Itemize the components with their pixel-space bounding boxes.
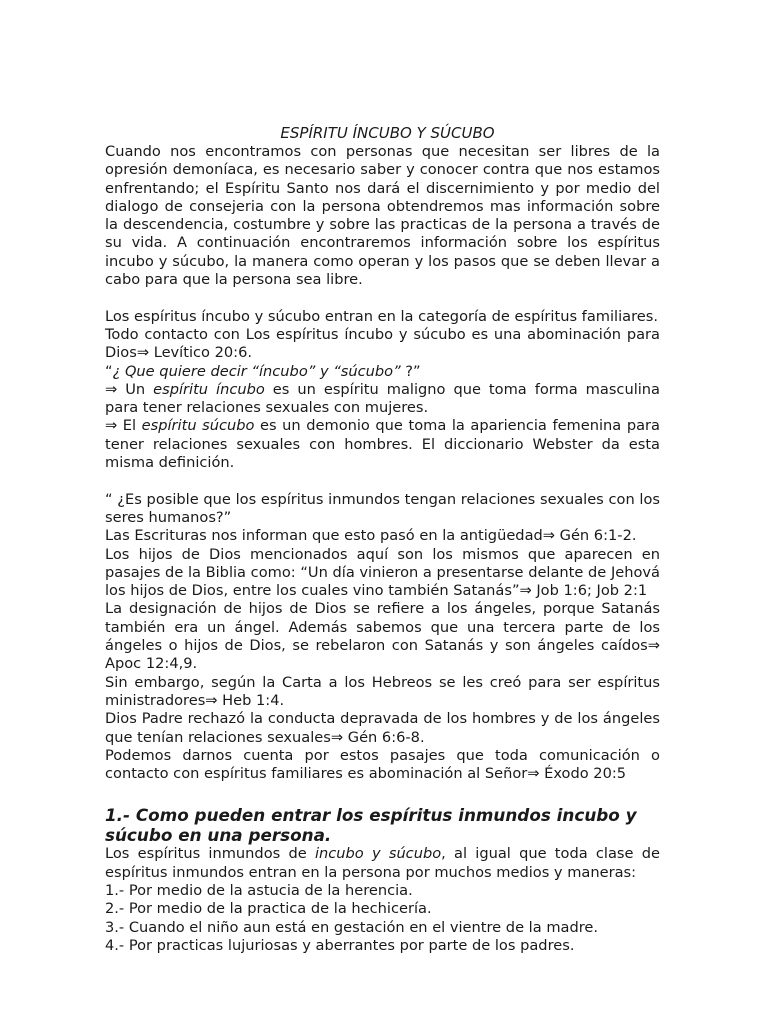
list-item: 4.- Por practicas lujuriosas y aberrantes por parte de los padres. (105, 936, 575, 954)
paragraph-contacto: Todo contacto con Los espíritus íncubo y súcubo es una abominación para Dios⇒ Levítico 20:6. (105, 325, 660, 362)
list-item: 3.- Cuando el niño aun está en gestación en el vientre de la madre. (105, 918, 599, 936)
intro-paragraph: Cuando nos encontramos con personas que necesitan ser libres de la opresión demoníaca, es necesario saber y conocer contra que nos estamos enfrentando; el Espíritu Santo nos dará el discernimiento y por medio del dialogo de consejeria con la persona obtendremos mas información sobre la descendencia, costumbre y sobre las practicas de la persona a través de su vida. A continuación encontraremos información sobre los espíritus incubo y súcubo, la manera como operan y los pasos que se deben llevar a cabo para que la persona sea libre. (105, 143, 660, 289)
paragraph-podemos: Podemos darnos cuenta por estos pasajes que toda comunicación o contacto con espíritus familiares es abominación al Señor⇒ Éxodo 20:5 (105, 746, 660, 783)
section-1-intro: Los espíritus inmundos de incubo y súcubo, al igual que toda clase de espíritus inmundos entran en la persona por muchos medios y maneras: (105, 845, 660, 881)
paragraph-escrituras: Las Escrituras nos informan que esto pasó en la antigüedad⇒ Gén 6:1-2. (105, 527, 637, 545)
paragraph-pregunta: “ ¿Es posible que los espíritus inmundos tengan relaciones sexuales con los seres humanos?” (105, 490, 660, 526)
paragraph-familiares: Los espíritus íncubo y súcubo entran en la categoría de espíritus familiares. (105, 307, 658, 325)
definition-sucubo: ⇒ El espíritu súcubo es un demonio que toma la apariencia femenina para tener relaciones sexuales con hombres. El diccionario Webster da esta misma definición. (105, 417, 660, 472)
term-sucubo: espíritu súcubo (141, 417, 255, 435)
question-line: “¿ Que quiere decir “íncubo” y “súcubo” ?” (105, 362, 421, 380)
paragraph-hebreos: Sin embargo, según la Carta a los Hebreos se les creó para ser espíritus ministradores⇒ Heb 1:4. (105, 673, 660, 709)
section-1-heading: 1.- Como pueden entrar los espíritus inmundos incubo y súcubo en una persona. (105, 805, 637, 846)
document-title: ESPÍRITU ÍNCUBO Y SÚCUBO (280, 124, 495, 142)
list-item: 2.- Por medio de la practica de la hechicería. (105, 900, 432, 918)
definition-incubo: ⇒ Un espíritu íncubo es un espíritu maligno que toma forma masculina para tener relaciones sexuales con mujeres. (105, 380, 660, 417)
list-item: 1.- Por medio de la astucia de la herencia. (105, 881, 413, 899)
section-1-list (105, 882, 660, 955)
term-incubo: espíritu íncubo (153, 380, 265, 398)
paragraph-designacion: La designación de hijos de Dios se refiere a los ángeles, porque Satanás también era un ángel. Además sabemos que una tercera parte de los ángeles o hijos de Dios, se rebelaron con Satanás y son ángeles caídos⇒ Apoc 12:4,9. (105, 600, 660, 673)
paragraph-hijos: Los hijos de Dios mencionados aquí son los mismos que aparecen en pasajes de la Biblia como: “Un día vinieron a presentarse delante de Jehová los hijos de Dios, entre los cuales vino también Satanás”⇒ Job 1:6; Job 2:1 (105, 545, 660, 600)
document-body (105, 124, 660, 955)
paragraph-padre: Dios Padre rechazó la conducta depravada de los hombres y de los ángeles que tenían relaciones sexuales⇒ Gén 6:6-8. (105, 710, 660, 746)
